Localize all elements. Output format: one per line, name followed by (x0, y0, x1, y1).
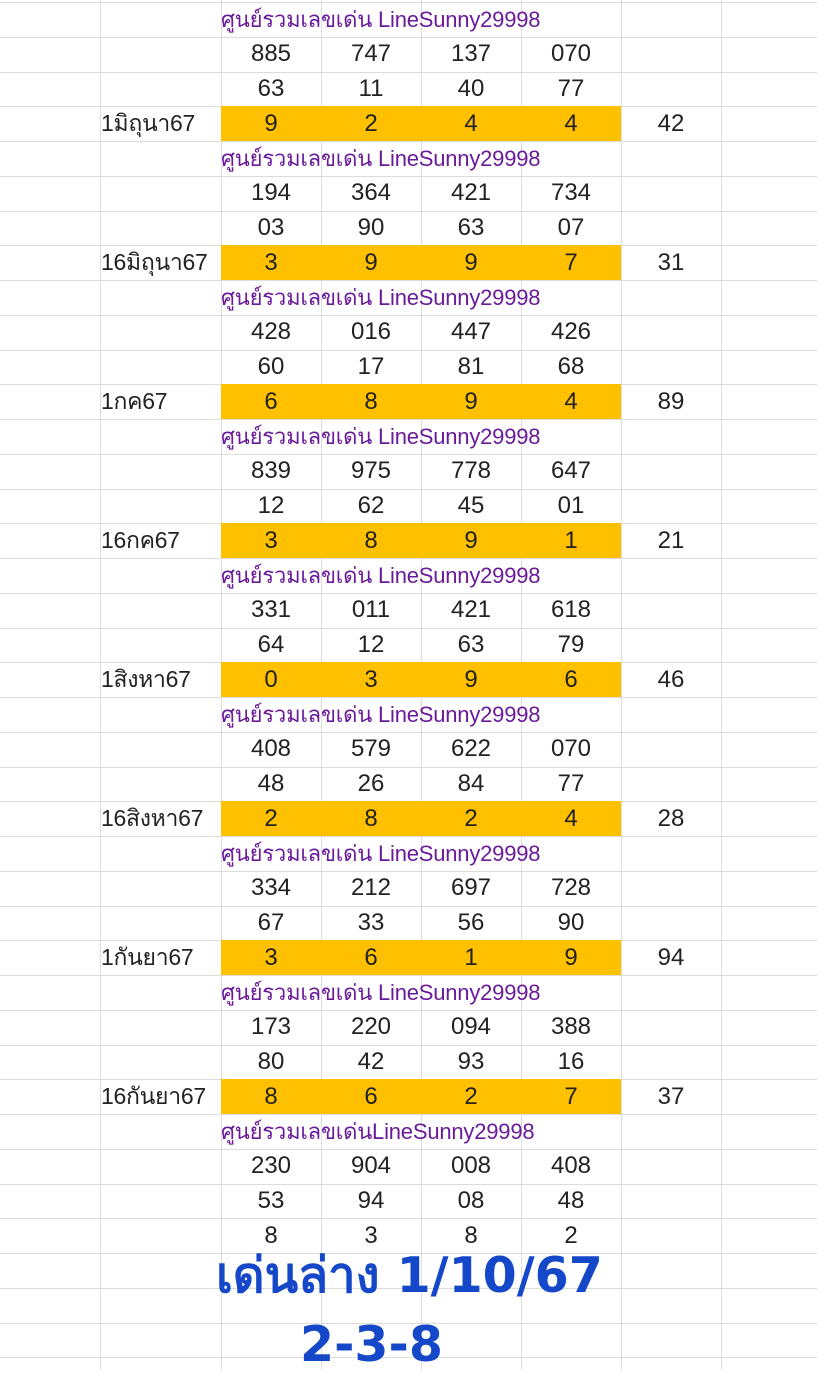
banner-text[interactable]: ศูนย์รวมเลขเด่น LineSunny29998 (221, 979, 541, 1005)
number-cell[interactable]: 011 (351, 596, 391, 624)
number-cell[interactable]: 388 (550, 1013, 592, 1041)
number-cell[interactable]: 094 (450, 1013, 492, 1041)
result-extra-cell[interactable]: 46 (657, 665, 685, 693)
result-row (0, 245, 817, 280)
number-cell[interactable]: 008 (450, 1152, 492, 1180)
banner-row (0, 697, 817, 732)
number-cell[interactable]: 016 (350, 318, 392, 346)
result-row (0, 940, 817, 975)
banner-text[interactable]: ศูนย์รวมเลขเด่น LineSunny29998 (221, 284, 541, 310)
highlight-numbers: 2-3-8 (300, 1316, 443, 1373)
draw-date-cell[interactable]: 1มิถุนา67 (101, 109, 195, 136)
number-cell[interactable]: 364 (350, 179, 392, 207)
result-digit-cell[interactable]: 8 (364, 804, 378, 832)
result-digit-cell[interactable]: 7 (564, 248, 578, 276)
result-digit-cell[interactable]: 9 (264, 109, 278, 137)
number-cell[interactable]: 070 (550, 40, 592, 68)
number-cell[interactable]: 77 (557, 769, 585, 797)
result-digit-cell[interactable]: 2 (264, 804, 278, 832)
draw-date-cell[interactable]: 16มิถุนา67 (101, 248, 208, 275)
number-row (0, 593, 817, 628)
number-cell[interactable]: 12 (357, 630, 385, 658)
result-digit-cell[interactable]: 8 (364, 387, 378, 415)
result-digit-cell[interactable]: 9 (464, 526, 478, 554)
number-cell[interactable]: 08 (457, 1186, 485, 1214)
result-row (0, 523, 817, 558)
number-row (0, 72, 817, 107)
number-cell[interactable]: 747 (350, 40, 392, 68)
result-row (0, 801, 817, 836)
banner-text[interactable]: ศูนย์รวมเลขเด่นLineSunny29998 (221, 1118, 535, 1144)
result-digit-cell[interactable]: 4 (464, 109, 478, 137)
number-row (0, 767, 817, 802)
number-row (0, 350, 817, 385)
number-cell[interactable]: 173 (250, 1013, 292, 1041)
result-extra-cell[interactable]: 31 (657, 248, 685, 276)
number-cell[interactable]: 17 (357, 352, 385, 380)
result-digit-cell[interactable]: 4 (564, 109, 578, 137)
banner-row (0, 2, 817, 37)
banner-row (0, 280, 817, 315)
result-row (0, 106, 817, 141)
number-row (0, 906, 817, 941)
banner-text[interactable]: ศูนย์รวมเลขเด่น LineSunny29998 (221, 6, 541, 32)
number-cell[interactable]: 3 (364, 1221, 378, 1249)
result-extra-cell[interactable]: 89 (657, 387, 685, 415)
result-digit-cell[interactable]: 6 (364, 943, 378, 971)
result-digit-cell[interactable]: 1 (464, 943, 478, 971)
result-digit-cell[interactable]: 2 (464, 804, 478, 832)
draw-date-cell[interactable]: 1กันยา67 (101, 943, 194, 970)
number-cell[interactable]: 331 (250, 596, 292, 624)
number-cell[interactable]: 12 (257, 491, 285, 519)
number-cell[interactable]: 90 (557, 908, 585, 936)
result-digit-cell[interactable]: 6 (564, 665, 578, 693)
number-cell[interactable]: 647 (550, 457, 592, 485)
number-cell[interactable]: 2 (564, 1221, 578, 1249)
number-cell[interactable]: 56 (457, 908, 485, 936)
number-row (0, 1045, 817, 1080)
result-extra-cell[interactable]: 37 (657, 1082, 685, 1110)
number-cell[interactable]: 03 (257, 213, 285, 241)
banner-row (0, 558, 817, 593)
banner-text[interactable]: ศูนย์รวมเลขเด่น LineSunny29998 (221, 145, 541, 171)
number-cell[interactable]: 63 (457, 630, 485, 658)
result-digit-cell[interactable]: 2 (464, 1082, 478, 1110)
draw-date-cell[interactable]: 16กันยา67 (101, 1082, 206, 1109)
number-cell[interactable]: 426 (550, 318, 592, 346)
number-cell[interactable]: 53 (257, 1186, 285, 1214)
result-digit-cell[interactable]: 6 (264, 387, 278, 415)
banner-text[interactable]: ศูนย์รวมเลขเด่น LineSunny29998 (221, 840, 541, 866)
number-cell[interactable]: 45 (457, 491, 485, 519)
number-cell[interactable]: 16 (557, 1047, 585, 1075)
number-cell[interactable]: 428 (250, 318, 292, 346)
draw-date-cell[interactable]: 1สิงหา67 (101, 665, 191, 692)
banner-row (0, 419, 817, 454)
number-cell[interactable]: 230 (250, 1152, 292, 1180)
result-digit-cell[interactable]: 9 (364, 248, 378, 276)
number-row (0, 732, 817, 767)
number-cell[interactable]: 137 (450, 40, 492, 68)
number-row (0, 871, 817, 906)
number-cell[interactable]: 42 (357, 1047, 385, 1075)
result-digit-cell[interactable]: 9 (464, 387, 478, 415)
number-cell[interactable]: 622 (450, 735, 492, 763)
number-cell[interactable]: 79 (557, 630, 585, 658)
result-digit-cell[interactable]: 9 (464, 665, 478, 693)
result-row (0, 384, 817, 419)
result-digit-cell[interactable]: 8 (364, 526, 378, 554)
number-cell[interactable]: 60 (257, 352, 285, 380)
number-cell[interactable]: 734 (550, 179, 592, 207)
number-cell[interactable]: 697 (450, 874, 492, 902)
result-digit-cell[interactable]: 9 (564, 943, 578, 971)
draw-date-cell[interactable]: 16กค67 (101, 526, 180, 553)
result-extra-cell[interactable]: 28 (657, 804, 685, 832)
result-digit-cell[interactable]: 3 (264, 943, 278, 971)
banner-text[interactable]: ศูนย์รวมเลขเด่น LineSunny29998 (221, 423, 541, 449)
number-cell[interactable]: 579 (350, 735, 392, 763)
number-cell[interactable]: 8 (264, 1221, 278, 1249)
banner-row (0, 836, 817, 871)
result-digit-cell[interactable]: 7 (564, 1082, 578, 1110)
number-cell[interactable]: 77 (557, 74, 585, 102)
number-cell[interactable]: 07 (557, 213, 585, 241)
number-cell[interactable]: 408 (550, 1152, 592, 1180)
number-cell[interactable]: 334 (250, 874, 292, 902)
number-cell[interactable]: 212 (350, 874, 392, 902)
result-extra-cell[interactable]: 21 (657, 526, 685, 554)
result-row (0, 1079, 817, 1114)
number-cell[interactable]: 408 (250, 735, 292, 763)
number-cell[interactable]: 68 (557, 352, 585, 380)
number-cell[interactable]: 618 (550, 596, 592, 624)
result-digit-cell[interactable]: 4 (564, 387, 578, 415)
result-digit-cell[interactable]: 3 (264, 526, 278, 554)
number-cell[interactable]: 67 (257, 908, 285, 936)
result-digit-cell[interactable]: 3 (264, 248, 278, 276)
number-cell[interactable]: 194 (250, 179, 292, 207)
number-cell[interactable]: 63 (257, 74, 285, 102)
number-cell[interactable]: 84 (457, 769, 485, 797)
draw-date-cell[interactable]: 1กค67 (101, 387, 168, 414)
number-cell[interactable]: 94 (357, 1186, 385, 1214)
number-row (0, 1184, 817, 1219)
number-row (0, 1010, 817, 1045)
highlight-caption: เด่นล่าง 1/10/67 (216, 1247, 603, 1304)
number-row (0, 1149, 817, 1184)
number-row (0, 454, 817, 489)
banner-text[interactable]: ศูนย์รวมเลขเด่น LineSunny29998 (221, 562, 541, 588)
number-cell[interactable]: 220 (350, 1013, 392, 1041)
result-extra-cell[interactable]: 94 (657, 943, 685, 971)
number-cell[interactable]: 778 (450, 457, 492, 485)
banner-row (0, 975, 817, 1010)
number-cell[interactable]: 070 (550, 735, 592, 763)
number-cell[interactable]: 80 (257, 1047, 285, 1075)
number-cell[interactable]: 728 (550, 874, 592, 902)
number-row (0, 37, 817, 72)
number-cell[interactable]: 01 (557, 491, 585, 519)
number-row (0, 315, 817, 350)
result-digit-cell[interactable]: 3 (364, 665, 378, 693)
banner-text[interactable]: ศูนย์รวมเลขเด่น LineSunny29998 (221, 701, 541, 727)
result-digit-cell[interactable]: 9 (464, 248, 478, 276)
number-cell[interactable]: 93 (457, 1047, 485, 1075)
number-cell[interactable]: 64 (257, 630, 285, 658)
number-cell[interactable]: 33 (357, 908, 385, 936)
result-digit-cell[interactable]: 1 (564, 526, 578, 554)
number-cell[interactable]: 81 (457, 352, 485, 380)
number-cell[interactable]: 48 (257, 769, 285, 797)
number-cell[interactable]: 90 (357, 213, 385, 241)
number-cell[interactable]: 975 (350, 457, 392, 485)
number-row (0, 211, 817, 246)
result-digit-cell[interactable]: 0 (264, 665, 278, 693)
result-digit-cell[interactable]: 2 (364, 109, 378, 137)
number-cell[interactable]: 26 (357, 769, 385, 797)
result-digit-cell[interactable]: 6 (364, 1082, 378, 1110)
result-row (0, 662, 817, 697)
number-cell[interactable]: 40 (457, 74, 485, 102)
number-row (0, 176, 817, 211)
number-cell[interactable]: 447 (450, 318, 492, 346)
number-cell[interactable]: 8 (464, 1221, 478, 1249)
number-cell[interactable]: 11 (358, 74, 384, 102)
draw-date-cell[interactable]: 16สิงหา67 (101, 804, 204, 831)
number-cell[interactable]: 48 (557, 1186, 585, 1214)
number-row (0, 489, 817, 524)
number-cell[interactable]: 839 (250, 457, 292, 485)
number-cell[interactable]: 421 (450, 596, 492, 624)
number-cell[interactable]: 904 (350, 1152, 392, 1180)
banner-row (0, 141, 817, 176)
result-extra-cell[interactable]: 42 (657, 109, 685, 137)
number-cell[interactable]: 63 (457, 213, 485, 241)
banner-row (0, 1114, 817, 1149)
number-cell[interactable]: 421 (450, 179, 492, 207)
number-row (0, 628, 817, 663)
result-digit-cell[interactable]: 8 (264, 1082, 278, 1110)
number-cell[interactable]: 62 (357, 491, 385, 519)
result-digit-cell[interactable]: 4 (564, 804, 578, 832)
number-cell[interactable]: 885 (250, 40, 292, 68)
